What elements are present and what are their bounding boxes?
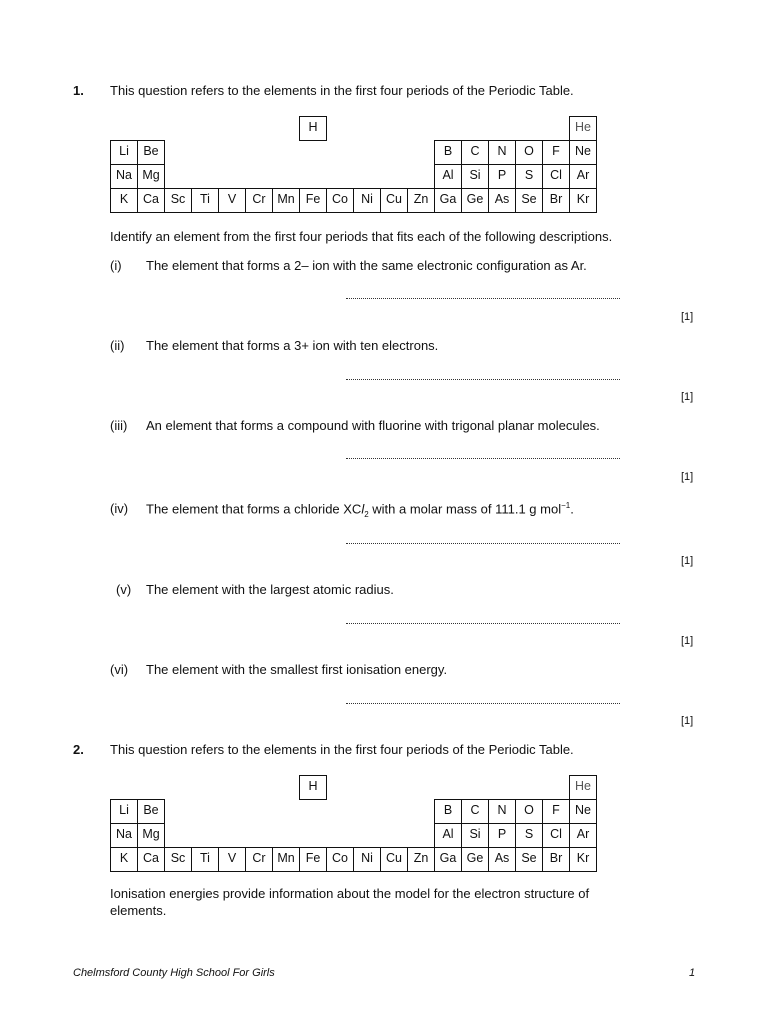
element-cell: Sc xyxy=(164,188,192,213)
q1-part-v-text: The element with the largest atomic radius. xyxy=(146,582,394,597)
element-cell: F xyxy=(542,799,570,824)
element-cell: Cu xyxy=(380,847,408,872)
element-cell: Ga xyxy=(434,188,462,213)
element-cell: Se xyxy=(515,188,543,213)
element-cell: Cu xyxy=(380,188,408,213)
element-cell: N xyxy=(488,799,516,824)
element-cell: Cr xyxy=(245,188,273,213)
element-cell: Ne xyxy=(569,799,597,824)
element-cell: P xyxy=(488,164,516,189)
element-cell: Mn xyxy=(272,847,300,872)
q2-intro: This question refers to the elements in the first four periods of the Periodic Table. xyxy=(110,742,574,757)
q2-number: 2. xyxy=(73,742,84,757)
element-cell: Ti xyxy=(191,847,219,872)
element-cell: V xyxy=(218,188,246,213)
element-cell: F xyxy=(542,140,570,165)
q1-part-iv-label: (iv) xyxy=(110,501,129,516)
footer-school: Chelmsford County High School For Girls xyxy=(73,967,275,979)
q1-part-i-text: The element that forms a 2– ion with the same electronic configuration as Ar. xyxy=(146,258,587,273)
q2-text-line2: elements. xyxy=(110,903,167,918)
q1-part-iv-mark: [1] xyxy=(681,555,694,567)
q1-part-vi-answer-line[interactable] xyxy=(346,703,620,704)
q1-part-iii-mark: [1] xyxy=(681,471,694,483)
footer-page-number: 1 xyxy=(689,967,696,979)
element-cell: Ni xyxy=(353,188,381,213)
element-cell: Be xyxy=(137,799,165,824)
q1-part-i-label: (i) xyxy=(110,258,122,273)
element-cell: Ge xyxy=(461,847,489,872)
element-cell: He xyxy=(569,116,597,141)
element-cell: Sc xyxy=(164,847,192,872)
element-cell: Co xyxy=(326,847,354,872)
element-cell: Ar xyxy=(569,164,597,189)
element-cell: Co xyxy=(326,188,354,213)
q1-part-vi-label: (vi) xyxy=(110,662,129,677)
element-cell: Ar xyxy=(569,823,597,848)
element-cell: V xyxy=(218,847,246,872)
element-cell: Zn xyxy=(407,847,435,872)
element-cell: S xyxy=(515,164,543,189)
q1-part-ii-answer-line[interactable] xyxy=(346,379,620,380)
q1-part-ii-mark: [1] xyxy=(681,391,694,403)
q1-part-vi-text: The element with the smallest first ionisation energy. xyxy=(146,662,448,677)
element-cell: P xyxy=(488,823,516,848)
element-cell: Zn xyxy=(407,188,435,213)
q1-part-iii-label: (iii) xyxy=(110,418,128,433)
element-cell: Fe xyxy=(299,188,327,213)
element-cell: Fe xyxy=(299,847,327,872)
element-cell: Mg xyxy=(137,823,165,848)
element-cell: Be xyxy=(137,140,165,165)
element-cell: Cr xyxy=(245,847,273,872)
element-cell: Br xyxy=(542,188,570,213)
element-cell: Br xyxy=(542,847,570,872)
element-cell: Cl xyxy=(542,164,570,189)
element-cell: As xyxy=(488,188,516,213)
element-cell: N xyxy=(488,140,516,165)
element-cell: B xyxy=(434,799,462,824)
q1-part-i-answer-line[interactable] xyxy=(346,298,620,299)
element-cell: Ca xyxy=(137,188,165,213)
q1-number: 1. xyxy=(73,83,84,98)
element-cell: K xyxy=(110,847,138,872)
element-cell: Al xyxy=(434,164,462,189)
element-cell: Ga xyxy=(434,847,462,872)
element-cell: Mg xyxy=(137,164,165,189)
element-cell: Kr xyxy=(569,188,597,213)
q1-intro: This question refers to the elements in the first four periods of the Periodic Table. xyxy=(110,83,574,98)
q1-part-iii-answer-line[interactable] xyxy=(346,458,620,459)
element-cell: H xyxy=(299,775,327,800)
element-cell: Na xyxy=(110,823,138,848)
element-cell: Cl xyxy=(542,823,570,848)
element-cell: Mn xyxy=(272,188,300,213)
element-cell: Si xyxy=(461,823,489,848)
element-cell: Li xyxy=(110,799,138,824)
element-cell: K xyxy=(110,188,138,213)
element-cell: Si xyxy=(461,164,489,189)
q1-part-v-label: (v) xyxy=(116,582,132,597)
element-cell: Ni xyxy=(353,847,381,872)
element-cell: As xyxy=(488,847,516,872)
q1-part-iv-answer-line[interactable] xyxy=(346,543,620,544)
element-cell: Kr xyxy=(569,847,597,872)
element-cell: Al xyxy=(434,823,462,848)
q1-instruction: Identify an element from the first four periods that fits each of the following descriptions. xyxy=(110,229,613,244)
element-cell: Se xyxy=(515,847,543,872)
element-cell: O xyxy=(515,799,543,824)
element-cell: He xyxy=(569,775,597,800)
q1-part-v-mark: [1] xyxy=(681,635,694,647)
element-cell: O xyxy=(515,140,543,165)
element-cell: S xyxy=(515,823,543,848)
q1-part-v-answer-line[interactable] xyxy=(346,623,620,624)
element-cell: B xyxy=(434,140,462,165)
element-cell: C xyxy=(461,799,489,824)
element-cell: Li xyxy=(110,140,138,165)
q1-part-ii-label: (ii) xyxy=(110,338,125,353)
q1-part-iv-text: The element that forms a chloride XCl$_2$ with a molar mass of 111.1 g mol$^{-1}$. xyxy=(146,501,574,519)
element-cell: C xyxy=(461,140,489,165)
element-cell: H xyxy=(299,116,327,141)
q1-part-iii-text: An element that forms a compound with fluorine with trigonal planar molecules. xyxy=(146,418,600,433)
q1-part-vi-mark: [1] xyxy=(681,715,694,727)
element-cell: Ne xyxy=(569,140,597,165)
q1-part-i-mark: [1] xyxy=(681,311,694,323)
element-cell: Ge xyxy=(461,188,489,213)
element-cell: Na xyxy=(110,164,138,189)
q2-text-line1: Ionisation energies provide information about the model for the electron structure of xyxy=(110,886,590,901)
q1-part-ii-text: The element that forms a 3+ ion with ten electrons. xyxy=(146,338,439,353)
element-cell: Ti xyxy=(191,188,219,213)
element-cell: Ca xyxy=(137,847,165,872)
